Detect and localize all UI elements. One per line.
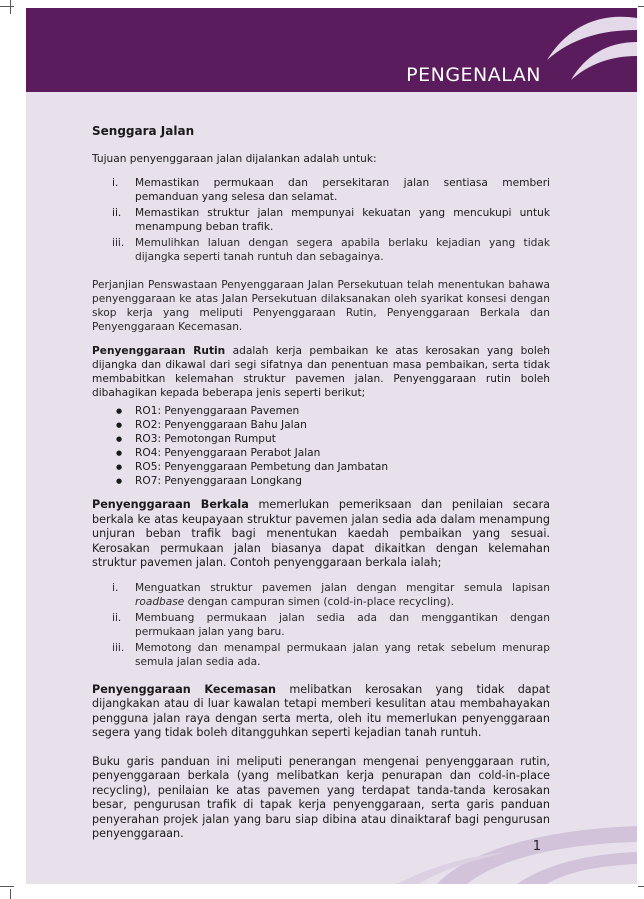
list-item: iii. Memulihkan laluan dengan segera apabila berlaku kejadian yang tidak dijangka seperti tanah runtuh dan sebagainya.: [112, 237, 550, 263]
list-item: ii. Membuang permukaan jalan sedia ada dan menggantikan dengan permukaan jalan yang baru.: [112, 611, 550, 638]
content-body: [92, 124, 550, 852]
agreement-paragraph: Perjanjian Penswastaan Penyenggaraan Jalan Persekutuan telah menentukan bahawa penyenggaraan ke atas Jalan Persekutuan dilaksanakan oleh syarikat konsesi dengan skop kerja yang meliputi Penyenggaraan Rutin, Penyenggaraan Berkala dan Penyenggaraan Kecemasan.: [92, 279, 550, 333]
crop-mark: [0, 886, 14, 887]
list-item: ● RO2: Penyenggaraan Bahu Jalan: [92, 418, 550, 432]
list-item: ● RO4: Penyenggaraan Perabot Jalan: [92, 446, 550, 460]
list-item: ● RO7: Penyenggaraan Longkang: [92, 474, 550, 488]
header-swoosh-graphic: [527, 8, 637, 92]
crop-mark: [638, 886, 644, 887]
list-item: ii. Memastikan struktur jalan mempunyai kekuatan yang mencukupi untuk menampung beban trafik.: [112, 207, 550, 233]
crop-mark: [638, 6, 644, 7]
page-number: 1: [532, 839, 541, 854]
list-item: ● RO3: Pemotongan Rumput: [92, 432, 550, 446]
crop-mark: [10, 0, 11, 14]
section-title: Senggara Jalan: [92, 124, 195, 138]
list-item: i. Menguatkan struktur pavemen jalan dengan mengitar semula lapisan roadbase dengan campuran simen (cold-in-place recycling).: [112, 581, 550, 608]
intro-text: Tujuan penyenggaraan jalan dijalankan adalah untuk:: [92, 153, 377, 165]
routine-paragraph: Penyenggaraan Rutin adalah kerja pembaikan ke atas kerosakan yang boleh dijangka dan dikawal dari segi sifatnya dan penentuan masa pembaikan, serta tidak membabitkan kelemahan struktur pavemen jalan. Penyenggaraan rutin boleh dibahagikan kepada beberapa jenis seperti berikut;: [92, 345, 550, 399]
periodic-paragraph: Penyenggaraan Berkala memerlukan pemeriksaan dan penilaian secara berkala ke atas keupayaan struktur pavemen jalan sedia ada dalam menampung unjuran beban trafik bagi menentukan kaedah pembaikan yang sesuai. Kerosakan permukaan jalan biasanya dapat dikaitkan dengan kelemahan struktur pavemen jalan. Contoh penyenggaraan berkala ialah;: [92, 498, 550, 569]
header-title: PENGENALAN: [406, 64, 541, 86]
list-item: ● RO1: Penyenggaraan Pavemen: [92, 404, 550, 418]
crop-mark: [10, 889, 11, 899]
list-item: ● RO5: Penyenggaraan Pembetung dan Jambatan: [92, 460, 550, 474]
emergency-paragraph: Penyenggaraan Kecemasan melibatkan kerosakan yang tidak dapat dijangkakan atau di luar kawalan tetapi memberi kesulitan atau membahayakan pengguna jalan raya dengan serta merta, oleh itu memerlukan penyenggaraan segera yang tidak boleh ditangguhkan seperti kejadian tanah runtuh.: [92, 682, 550, 739]
closing-paragraph: Buku garis panduan ini meliputi penerangan mengenai penyenggaraan rutin, penyenggaraan berkala (yang melibatkan kerja penurapan dan cold-in-place recycling), penilaian ke atas pavemen yang terdapat tanda-tanda kerosakan besar, pengurusan trafik di tapak kerja penyenggaraan, serta garis panduan penyerahan projek jalan yang baru siap dibina atau dinaiktaraf bagi pengurusan penyenggaraan.: [92, 754, 550, 840]
goals-list: [92, 176, 550, 264]
list-item: i. Memastikan permukaan dan persekitaran jalan sentiasa memberi pemanduan yang selesa dan selamat.: [112, 177, 550, 203]
periodic-items-list: [92, 581, 550, 669]
crop-mark: [0, 6, 14, 7]
list-item: iii. Memotong dan menampal permukaan jalan yang retak sebelum menurap semula jalan sedia ada.: [112, 641, 550, 668]
routine-items-list: [92, 404, 550, 488]
